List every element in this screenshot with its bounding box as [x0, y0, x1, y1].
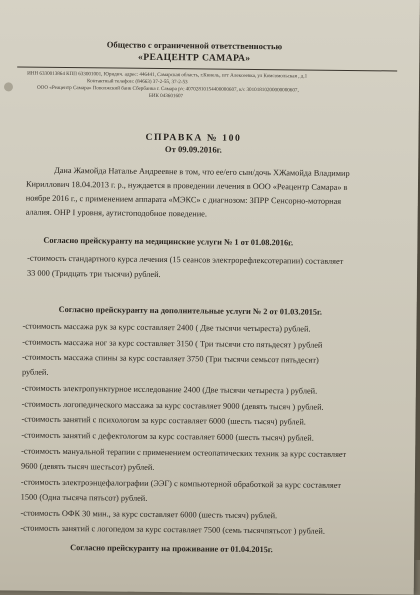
certificate-date: От 09.09.2016г.	[164, 144, 222, 155]
certificate-title: СПРАВКА № 100	[145, 131, 242, 144]
service-line: -стоимость электропунктурное исследование 2400 (Две тысячи четыреста ) рублей.	[21, 383, 318, 396]
intro-line: ноябре 2016 г., с применением аппарата «МЭКС» с диагнозом: ЗПРР Сенсорно-моторная	[25, 193, 342, 206]
requisites-line: Контактный телефон: (84663) 37-2-55, 37-2-53	[87, 78, 188, 86]
org-brand: «РЕАЦЕНТР САМАРА»	[137, 51, 251, 64]
org-name: Общество с ограниченной ответственностью	[106, 39, 283, 52]
section-heading: Согласно прейскуранту на медицинские услуги № 1 от 01.08.2016г.	[43, 235, 294, 248]
service-line: -стоимость мануальной терапии с применением остеопатических техник за курс составляет	[21, 446, 347, 459]
section-heading: Согласно прейскуранту на проживание от 01.04.2015г.	[70, 543, 273, 555]
service-line: -стоимость массажа ног за курс составляет 3150 ( Три тысячи сто пятьдесят ) рублей	[22, 337, 323, 350]
service-line: рублей.	[21, 367, 49, 377]
service-line: -стоимость массажа спины за курс составляет 3750 (Три тысячи семьсот пятьдесят)	[22, 352, 319, 365]
service-line: -стоимость стандартного курса лечения (15 сеансов электрорефлексотерапии) составляет	[27, 253, 344, 266]
section-heading: Согласно прейскуранту на дополнительные услуги № 2 от 01.03.2015г.	[58, 304, 323, 317]
requisites-line: ООО «Реацентр Самара» Поволжский банк Сбербанка г. Самара р/с 40702810154400000607, к/с 30101810200000000607,	[36, 84, 299, 94]
service-line: -стоимость логопедического массажа за курс составляет 9000 (девять тысяч ) рублей.	[21, 399, 324, 412]
intro-line: Дана Жамойда Наталье Андреевне в том, что ее/его сын/дочь ХЖамойда Владимир	[54, 165, 350, 178]
service-line: 9600 (девять тысяч шестьсот) рублей.	[20, 461, 155, 472]
requisites-line: ИНН 6330013864 КПП 633001001, Юридич. адрес: 446441, Самарская область, г.Кинель, пгт Алексеевка, ул Комсомольская , д.1	[27, 70, 308, 80]
requisites-line: БИК 043601607	[148, 92, 184, 100]
service-line: -стоимость занятий с дефектологом за курс составляет 6000 (шесть тысяч) рублей.	[21, 430, 314, 443]
intro-line: Кириллович 18.04.2013 г. р., нуждается в проведении лечения в ООО «Реацентр Самара» в	[25, 179, 348, 192]
service-line: -стоимость массажа рук за курс составляет 2400 ( Две тысячи четыреста) рублей.	[22, 321, 311, 334]
service-line: 33 000 (Тридцать три тысячи) рублей.	[26, 268, 161, 280]
paper-mark	[4, 82, 13, 91]
service-line: -стоимость занятий с логопедом за курс составляет 7500 (семь тысячпятьсот ) рублей.	[20, 523, 325, 536]
service-line: -стоимость ОФК 30 мин., за курс составляет 6000 (шесть тысяч) рублей.	[20, 508, 278, 521]
service-line: -стоимость электроэнцефалографии (ЭЭГ) с компьютерной обработкой за курс составляет	[20, 477, 342, 490]
service-line: -стоимость занятий с психологом за курс составляет 6000 (шесть тысяч) рублей.	[21, 414, 306, 427]
intro-line: алалия. ОНР I уровня, аутистоподобное поведение.	[25, 207, 207, 219]
service-line: 1500 (Одна тысяча пятьсот) рублей.	[20, 492, 148, 503]
